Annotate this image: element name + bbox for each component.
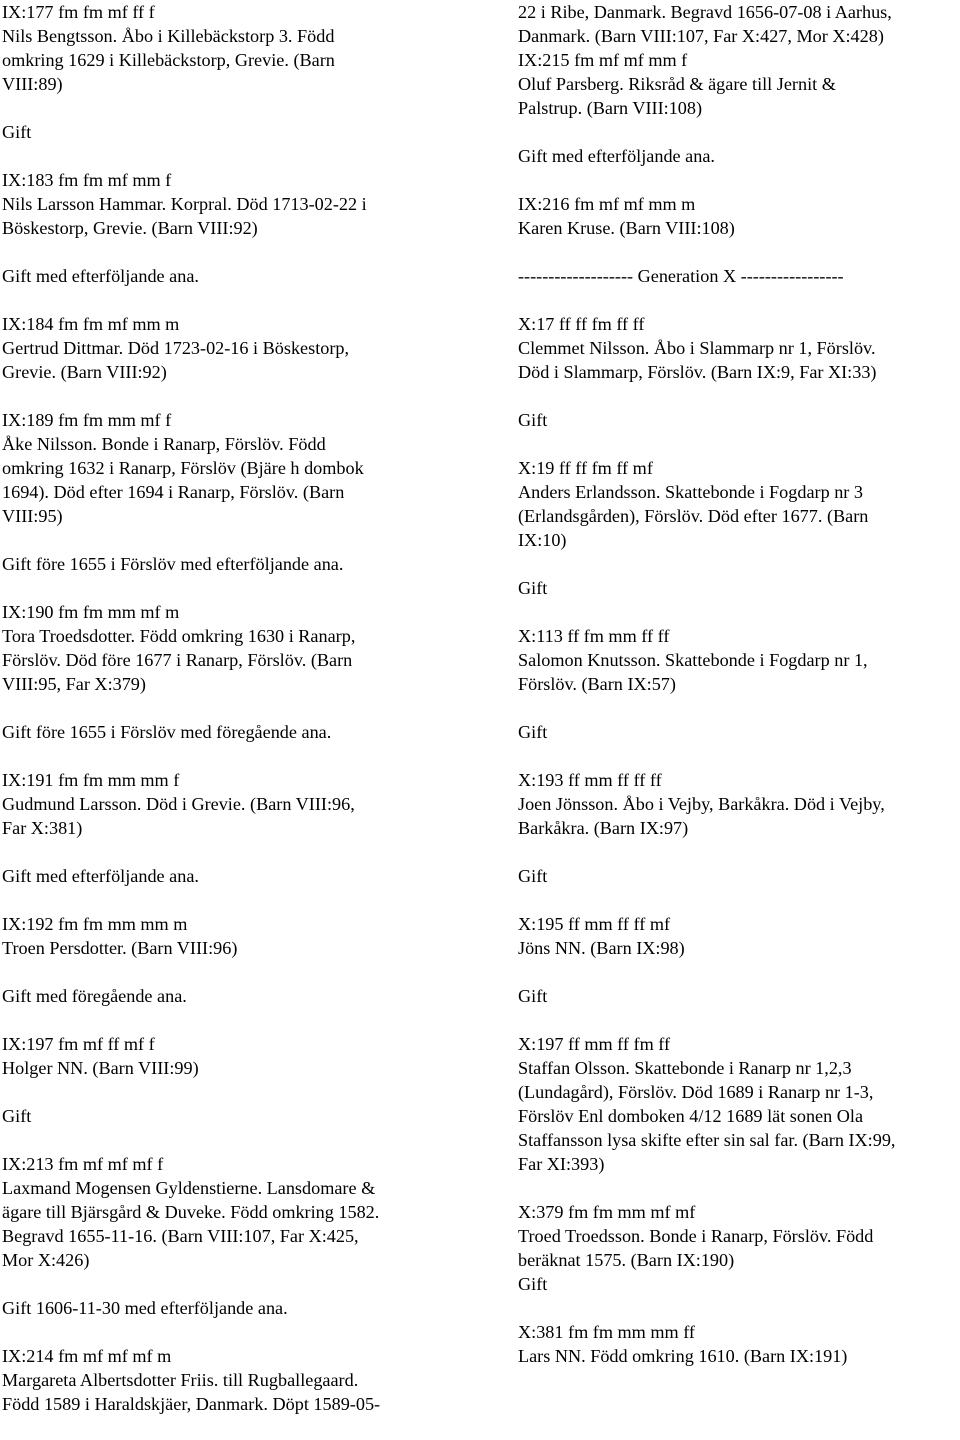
entry-line: IX:189 fm fm mm mf f (2, 410, 172, 430)
entry-line: X:113 ff fm mm ff ff (518, 626, 670, 646)
entry-line: Gift med efterföljande ana. (2, 866, 199, 886)
entry-line: Salomon Knutsson. Skattebonde i Fogdarp nr 1, (518, 650, 868, 670)
entry-line: X:19 ff ff fm ff mf (518, 458, 653, 478)
entry-line: Grevie. (Barn VIII:92) (2, 362, 167, 382)
entry-line: IX:216 fm mf mf mm m (518, 194, 696, 214)
entry-line: Barkåkra. (Barn IX:97) (518, 818, 689, 838)
entry-line: Gift med föregående ana. (2, 986, 187, 1006)
genealogy-entry (2, 864, 462, 888)
entry-line: Clemmet Nilsson. Åbo i Slammarp nr 1, Förslöv. (518, 338, 876, 358)
entry-line: Gudmund Larsson. Död i Grevie. (Barn VIII:96, (2, 794, 355, 814)
entry-line: Anders Erlandsson. Skattebonde i Fogdarp nr 3 (518, 482, 864, 502)
genealogy-entry (518, 312, 960, 384)
genealogy-entry (518, 0, 960, 120)
entry-line: omkring 1629 i Killebäckstorp, Grevie. (Barn (2, 50, 335, 70)
entry-line: IX:177 fm fm mf ff f (2, 2, 155, 22)
genealogy-entry (2, 552, 462, 576)
entry-line: Förslöv. Död före 1677 i Ranarp, Förslöv. (Barn (2, 650, 353, 670)
entry-line: Åke Nilsson. Bonde i Ranarp, Förslöv. Född (2, 434, 326, 454)
entry-line: IX:10) (518, 530, 567, 550)
entry-line: Lars NN. Född omkring 1610. (Barn IX:191) (518, 1346, 848, 1366)
entry-line: 22 i Ribe, Danmark. Begravd 1656-07-08 i Aarhus, (518, 2, 892, 22)
entry-line: Staffan Olsson. Skattebonde i Ranarp nr 1,2,3 (518, 1058, 852, 1078)
entry-line: Danmark. (Barn VIII:107, Far X:427, Mor X:428) (518, 26, 884, 46)
entry-line: Laxmand Mogensen Gyldenstierne. Lansdomare & (2, 1178, 376, 1198)
entry-line: Nils Larsson Hammar. Korpral. Död 1713-02-22 i (2, 194, 367, 214)
entry-line: beräknat 1575. (Barn IX:190) (518, 1250, 735, 1270)
entry-line: Böskestorp, Grevie. (Barn VIII:92) (2, 218, 258, 238)
entry-line: Oluf Parsberg. Riksråd & ägare till Jernit & (518, 74, 836, 94)
entry-line: Tora Troedsdotter. Född omkring 1630 i Ranarp, (2, 626, 356, 646)
genealogy-entry (2, 0, 462, 96)
entry-line: Gift (518, 1274, 548, 1294)
entry-line: 1694). Död efter 1694 i Ranarp, Förslöv. (Barn (2, 482, 345, 502)
entry-line: Far XI:393) (518, 1154, 605, 1174)
entry-line: Mor X:426) (2, 1250, 90, 1270)
entry-line: Gift med efterföljande ana. (2, 266, 199, 286)
genealogy-entry (518, 864, 960, 888)
entry-line: IX:191 fm fm mm mm f (2, 770, 180, 790)
genealogy-entry (518, 192, 960, 240)
entry-line: omkring 1632 i Ranarp, Förslöv (Bjäre h dombok (2, 458, 364, 478)
genealogy-entry (518, 144, 960, 168)
genealogy-entry (2, 912, 462, 960)
entry-line: Gift (518, 866, 548, 886)
entry-line: ------------------- Generation X ----------------- (518, 266, 844, 286)
genealogy-entry (518, 768, 960, 840)
genealogy-entry (518, 624, 960, 696)
genealogy-entry (2, 264, 462, 288)
entry-line: Gift (518, 578, 548, 598)
genealogy-entry (518, 1200, 960, 1296)
entry-line: Gift före 1655 i Förslöv med efterföljande ana. (2, 554, 344, 574)
entry-line: Gift (518, 410, 548, 430)
entry-line: Margareta Albertsdotter Friis. till Rugballegaard. (2, 1370, 359, 1390)
left-column (2, 0, 462, 1440)
entry-line: Troed Troedsson. Bonde i Ranarp, Förslöv. Född (518, 1226, 874, 1246)
entry-line: VIII:89) (2, 74, 63, 94)
genealogy-entry (2, 120, 462, 144)
entry-line: IX:192 fm fm mm mm m (2, 914, 188, 934)
entry-line: Gift med efterföljande ana. (518, 146, 715, 166)
entry-line: Staffansson lysa skifte efter sin sal far. (Barn IX:99, (518, 1130, 896, 1150)
genealogy-entry (518, 456, 960, 552)
right-column (518, 0, 960, 1392)
entry-line: Karen Kruse. (Barn VIII:108) (518, 218, 735, 238)
entry-line: Gertrud Dittmar. Död 1723-02-16 i Böskestorp, (2, 338, 350, 358)
entry-line: Joen Jönsson. Åbo i Vejby, Barkåkra. Död i Vejby, (518, 794, 885, 814)
entry-line: IX:215 fm mf mf mm f (518, 50, 688, 70)
entry-line: VIII:95, Far X:379) (2, 674, 146, 694)
entry-line: IX:183 fm fm mf mm f (2, 170, 172, 190)
entry-line: (Erlandsgården), Förslöv. Död efter 1677. (Barn (518, 506, 869, 526)
genealogy-entry (518, 720, 960, 744)
entry-line: Gift (518, 986, 548, 1006)
genealogy-entry (518, 576, 960, 600)
genealogy-entry (518, 912, 960, 960)
entry-line: X:197 ff mm ff fm ff (518, 1034, 671, 1054)
entry-line: Palstrup. (Barn VIII:108) (518, 98, 703, 118)
genealogy-entry (2, 1152, 462, 1272)
genealogy-entry (2, 312, 462, 384)
entry-line: Gift (2, 1106, 32, 1126)
genealogy-entry (2, 1344, 462, 1416)
entry-line: Far X:381) (2, 818, 83, 838)
entry-line: Förslöv. (Barn IX:57) (518, 674, 676, 694)
genealogy-entry (518, 1032, 960, 1176)
entry-line: IX:214 fm mf mf mf m (2, 1346, 172, 1366)
entry-line: ägare till Bjärsgård & Duveke. Född omkring 1582. (2, 1202, 380, 1222)
entry-line: X:17 ff ff fm ff ff (518, 314, 645, 334)
entry-line: Gift (2, 122, 32, 142)
entry-line: IX:213 fm mf mf mf f (2, 1154, 164, 1174)
entry-line: X:379 fm fm mm mf mf (518, 1202, 696, 1222)
genealogy-entry (2, 168, 462, 240)
genealogy-entry (2, 720, 462, 744)
genealogy-entry (518, 408, 960, 432)
genealogy-entry (518, 984, 960, 1008)
entry-line: Jöns NN. (Barn IX:98) (518, 938, 685, 958)
entry-line: IX:184 fm fm mf mm m (2, 314, 180, 334)
genealogy-entry (2, 600, 462, 696)
entry-line: Född 1589 i Haraldskjäer, Danmark. Döpt 1589-05- (2, 1394, 381, 1414)
entry-line: X:381 fm fm mm mm ff (518, 1322, 695, 1342)
genealogy-entry (2, 408, 462, 528)
entry-line: Troen Persdotter. (Barn VIII:96) (2, 938, 238, 958)
entry-line: Död i Slammarp, Förslöv. (Barn IX:9, Far XI:33) (518, 362, 877, 382)
entry-line: IX:190 fm fm mm mf m (2, 602, 180, 622)
entry-line: Gift 1606-11-30 med efterföljande ana. (2, 1298, 288, 1318)
genealogy-entry (2, 1032, 462, 1080)
entry-line: Gift (518, 722, 548, 742)
entry-line: IX:197 fm mf ff mf f (2, 1034, 155, 1054)
entry-line: Holger NN. (Barn VIII:99) (2, 1058, 199, 1078)
entry-line: X:195 ff mm ff ff mf (518, 914, 671, 934)
genealogy-entry (2, 984, 462, 1008)
genealogy-entry (518, 1320, 960, 1368)
entry-line: VIII:95) (2, 506, 63, 526)
entry-line: Gift före 1655 i Förslöv med föregående ana. (2, 722, 332, 742)
genealogy-entry (2, 1296, 462, 1320)
entry-line: Begravd 1655-11-16. (Barn VIII:107, Far X:425, (2, 1226, 359, 1246)
genealogy-entry (2, 1104, 462, 1128)
entry-line: Nils Bengtsson. Åbo i Killebäckstorp 3. Född (2, 26, 335, 46)
entry-line: X:193 ff mm ff ff ff (518, 770, 662, 790)
genealogy-entry (2, 768, 462, 840)
entry-line: (Lundagård), Förslöv. Död 1689 i Ranarp nr 1-3, (518, 1082, 874, 1102)
entry-line: Förslöv Enl domboken 4/12 1689 lät sonen Ola (518, 1106, 864, 1126)
genealogy-entry (518, 264, 960, 288)
